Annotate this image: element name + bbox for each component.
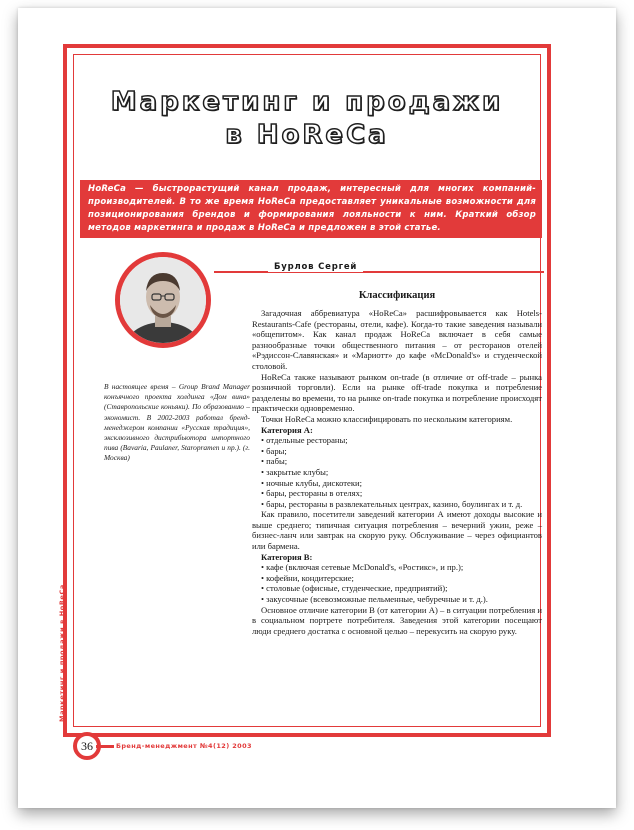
author-bio: В настоящее время – Group Brand Manager конъячного проекта холдинга «Дом вина» (Ставропольские коньяки). По образованию – экономист. В 2002-2003 работал бренд-менеджером компании «Русская традиция», эксклюзивного дистрибьютора импортного пива (Bavaria, Paulaner, Staropramen и пр.). (г. Москва)	[104, 382, 250, 463]
list-item: • столовые (офисные, студенческие, предприятий);	[261, 583, 448, 594]
author-portrait-icon	[120, 257, 206, 343]
list-item: • бары, рестораны в развлекательных центрах, казино, боулингах и т. д.	[261, 498, 523, 509]
article-title	[80, 86, 534, 152]
author-divider	[214, 271, 544, 273]
section-side-label: Маркетинг и продажи в HoReCa	[58, 584, 66, 722]
page-number: 36	[73, 732, 101, 760]
list-item: • закусочные (всевозможные пельменные, чебуречные и т. д.).	[261, 594, 488, 605]
paragraph: Загадочная аббревиатура «HoReCa» расшифровывается как Hotels-Restaurants-Cafe (рестораны, отели, кафе). Когда-то такие заведения называли «общепитом». Как канал продаж HoReCa включает в себя самые разнообразные точки общественного питания – от ресторанов отелей «Рэдиссон-Славянская» и «Мариотт» до кафе «McDonald's» и студенческой столовой.	[252, 308, 542, 371]
article-lead: HoReCa — быстрорастущий канал продаж, интересный для многих компаний-производителей. В то же время HoReCa предоставляет уникальные возможности для позиционирования брендов и формирования лояльности к ним. Краткий обзор методов маркетинга и продаж в HoReCa и предложен в этой статье.	[80, 180, 542, 238]
list-item: • бары, рестораны в отелях;	[261, 488, 363, 499]
category-b-heading: Категория В:	[261, 551, 313, 562]
title-line-1: Маркетинг и продажи	[110, 87, 504, 117]
footer-publication: Бренд-менеджмент №4(12) 2003	[116, 742, 252, 750]
paragraph: Точки HoReCa можно классифицировать по нескольким категориям.	[261, 413, 513, 424]
list-item: • отдельные рестораны;	[261, 435, 348, 446]
list-item: • пабы;	[261, 456, 288, 467]
category-a-heading: Категория А:	[261, 424, 313, 435]
author-photo	[115, 252, 211, 348]
paragraph: HoReCa также называют рынком on-trade (в отличие от off-trade – рынка розничной торговли). Если на рынке off-trade покупка и потребление разделены во времени, то на рынке on-trade покупка и потребление происходят практически одновременно.	[252, 371, 542, 414]
title-line-2: в HoReCa	[225, 120, 389, 150]
author-name: Бурлов Сергей	[268, 262, 363, 272]
list-item: • кафе (включая сетевые McDonald's, «Ростикс», и пр.);	[261, 562, 464, 573]
list-item: • бары;	[261, 445, 287, 456]
paragraph: Как правило, посетители заведений категории А имеют доходы высокие и выше среднего; типичная ситуация потребления – вечерний ужин, реже – бизнес-ланч или завтрак на скорую руку. Обслуживание – через официантов или бармена.	[252, 509, 542, 552]
list-item: • кофейни, кондитерские;	[261, 572, 354, 583]
list-item: • закрытые клубы;	[261, 466, 329, 477]
footer-accent-bar	[96, 745, 114, 748]
article-body	[252, 308, 542, 636]
section-heading: Классификация	[358, 290, 436, 301]
list-item: • ночные клубы, дискотеки;	[261, 477, 363, 488]
paragraph: Основное отличие категории В (от категории А) – в ситуации потребления и в социальном портрете потребителя. Заведения этой категории посещают люди среднего достатка с основной целью – перекусить на скорую руку.	[252, 604, 542, 636]
